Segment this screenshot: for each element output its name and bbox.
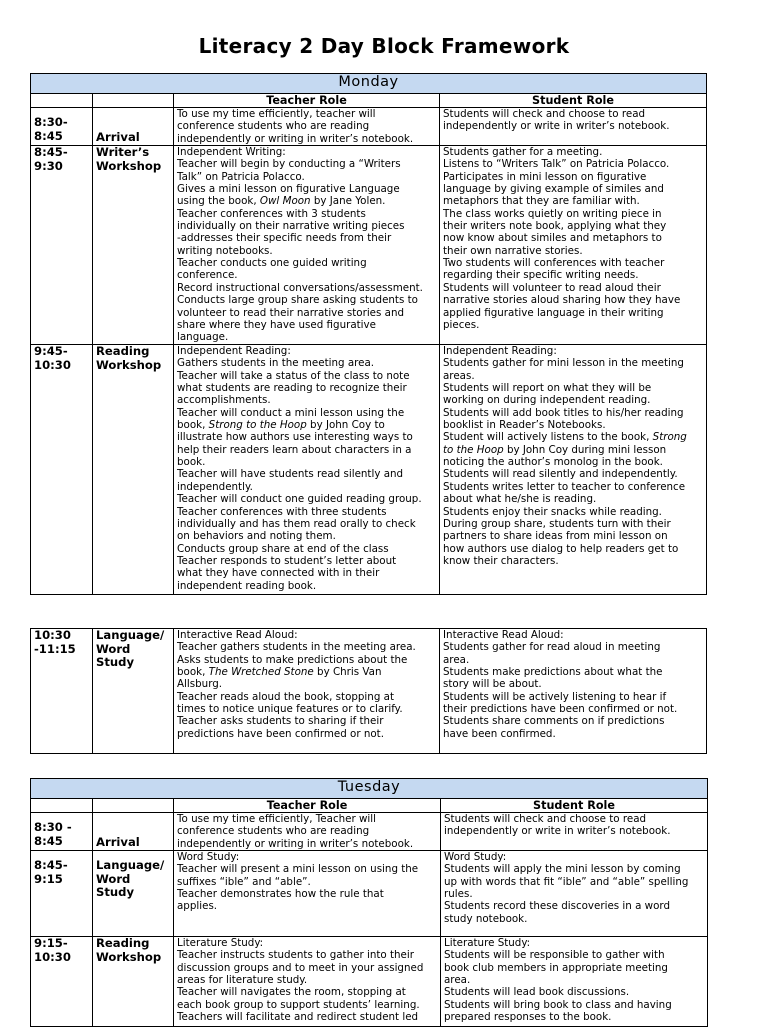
- day-header-monday: Monday: [31, 74, 707, 94]
- time-cell: 9:45- 10:30: [31, 345, 93, 595]
- document-title: Literacy 2 Day Block Framework: [198, 34, 570, 58]
- teacher-role-cell: Independent Reading: Gathers students in the meeting area. Teacher will take a status of the class to note what students are reading to recognize their accomplishments. Teacher will conduct a mini lesson using the book, Strong to the Hoop by John Coy to illustrate how authors use interesting ways to help their readers learn about characters in a book. Teacher will have students read silently and independently. Teacher will conduct one guided reading group. Teacher conferences with three students individually and has them read orally to check on behaviors and noting them. Conducts group share at end of the class Teacher responds to student’s letter about what they have connected with in their independent reading book.: [174, 345, 440, 595]
- table-row: [31, 937, 708, 1027]
- time-cell: 9:15- 10:30: [31, 937, 93, 1027]
- table-row: [31, 146, 707, 345]
- teacher-role-cell: To use my time efficiently, Teacher will conference students who are reading independently or writing in writer’s notebook.: [174, 813, 441, 851]
- tuesday-table: [30, 778, 708, 1027]
- activity-cell: Arrival: [93, 813, 174, 851]
- table-row: [31, 345, 707, 595]
- header-spacer: [93, 799, 174, 813]
- header-spacer: [31, 94, 93, 108]
- teacher-role-cell: Word Study: Teacher will present a mini lesson on using the suffixes “ible” and “able”. Teacher demonstrates how the rule that applies.: [174, 851, 441, 937]
- student-role-cell: Interactive Read Aloud: Students gather for read aloud in meeting area. Students make predictions about what the story will be about. Students will be actively listening to hear if their predictions have been confirmed or not. Students share comments on if predictions have been confirmed.: [440, 629, 707, 754]
- monday-continued-table: [30, 628, 707, 754]
- student-role-header: Student Role: [440, 94, 707, 108]
- activity-cell: Reading Workshop: [93, 937, 174, 1027]
- student-role-cell: Word Study: Students will apply the mini lesson by coming up with words that fit “ible” and “able” spelling rules. Students record these discoveries in a word study notebook.: [441, 851, 708, 937]
- student-role-cell: Students gather for a meeting. Listens to “Writers Talk” on Patricia Polacco. Participates in mini lesson on figurative language by giving example of similes and metaphors that they are familiar with. The class works quietly on writing piece in their writers note book, applying what they now know about similes and metaphors to their own narrative stories. Two students will conferences with teacher regarding their specific writing needs. Students will volunteer to read aloud their narrative stories aloud sharing how they have applied figurative language in their writing pieces.: [440, 146, 707, 345]
- teacher-role-cell: Literature Study: Teacher instructs students to gather into their discussion groups and to meet in your assigned areas for literature study. Teacher will navigates the room, stopping at each book group to support students’ learning. Teachers will facilitate and redirect student led: [174, 937, 441, 1027]
- day-header-tuesday: Tuesday: [31, 779, 708, 799]
- student-role-cell: Literature Study: Students will be responsible to gather with book club members in appropriate meeting area. Students will lead book discussions. Students will bring book to class and having prepared responses to the book.: [441, 937, 708, 1027]
- table-row: [31, 851, 708, 937]
- student-role-cell: Students will check and choose to read independently or write in writer’s notebook.: [440, 108, 707, 146]
- activity-cell: Language/ Word Study: [93, 851, 174, 937]
- activity-cell: Language/ Word Study: [93, 629, 174, 754]
- header-spacer: [93, 94, 174, 108]
- student-role-cell: Independent Reading: Students gather for mini lesson in the meeting areas. Students will report on what they will be working on during independent reading. Students will add book titles to his/her reading booklist in Reader’s Notebooks. Student will actively listens to the book, Strong to the Hoop by John Coy during mini lesson noticing the author’s monolog in the book. Students will read silently and independently. Students writes letter to teacher to conference about what he/she is reading. Students enjoy their snacks while reading. During group share, students turn with their partners to share ideas from mini lesson on how authors use dialog to help readers get to know their characters.: [440, 345, 707, 595]
- activity-cell: Arrival: [93, 108, 174, 146]
- teacher-role-cell: Interactive Read Aloud: Teacher gathers students in the meeting area. Asks students to make predictions about the book, The Wretched Stone by Chris Van Allsburg. Teacher reads aloud the book, stopping at times to notice unique features or to clarify. Teacher asks students to sharing if their predictions have been confirmed or not.: [174, 629, 440, 754]
- teacher-role-header: Teacher Role: [174, 94, 440, 108]
- time-cell: 8:30- 8:45: [31, 108, 93, 146]
- time-cell: 10:30 -11:15: [31, 629, 93, 754]
- table-row: [31, 108, 707, 146]
- time-cell: 8:30 - 8:45: [31, 813, 93, 851]
- teacher-role-text: Independent Writing: Teacher will begin by conducting a “Writers Talk” on Patricia Polacco. Gives a mini lesson on figurative Language using the book, Owl Moon by Jane Yolen. Teacher conferences with 3 students individually on their narrative writing pieces -addresses their specific needs from their writing notebooks. Teacher conducts one guided writing conference. Record instructional conversations/assessment. Conducts large group share asking students to volunteer to read their narrative stories and share where they have used figurative language.: [177, 146, 423, 344]
- monday-table: [30, 73, 707, 595]
- header-spacer: [31, 799, 93, 813]
- student-role-header: Student Role: [441, 799, 708, 813]
- time-cell: 8:45- 9:30: [31, 146, 93, 345]
- time-cell: 8:45- 9:15: [31, 851, 93, 937]
- activity-cell: Reading Workshop: [93, 345, 174, 595]
- activity-cell: Writer’s Workshop: [93, 146, 174, 345]
- student-role-cell: Students will check and choose to read independently or write in writer’s notebook.: [441, 813, 708, 851]
- teacher-role-cell: [174, 146, 440, 345]
- teacher-role-cell: To use my time efficiently, teacher will conference students who are reading independently or writing in writer’s notebook.: [174, 108, 440, 146]
- table-row: [31, 813, 708, 851]
- teacher-role-header: Teacher Role: [174, 799, 441, 813]
- table-row: [31, 629, 707, 754]
